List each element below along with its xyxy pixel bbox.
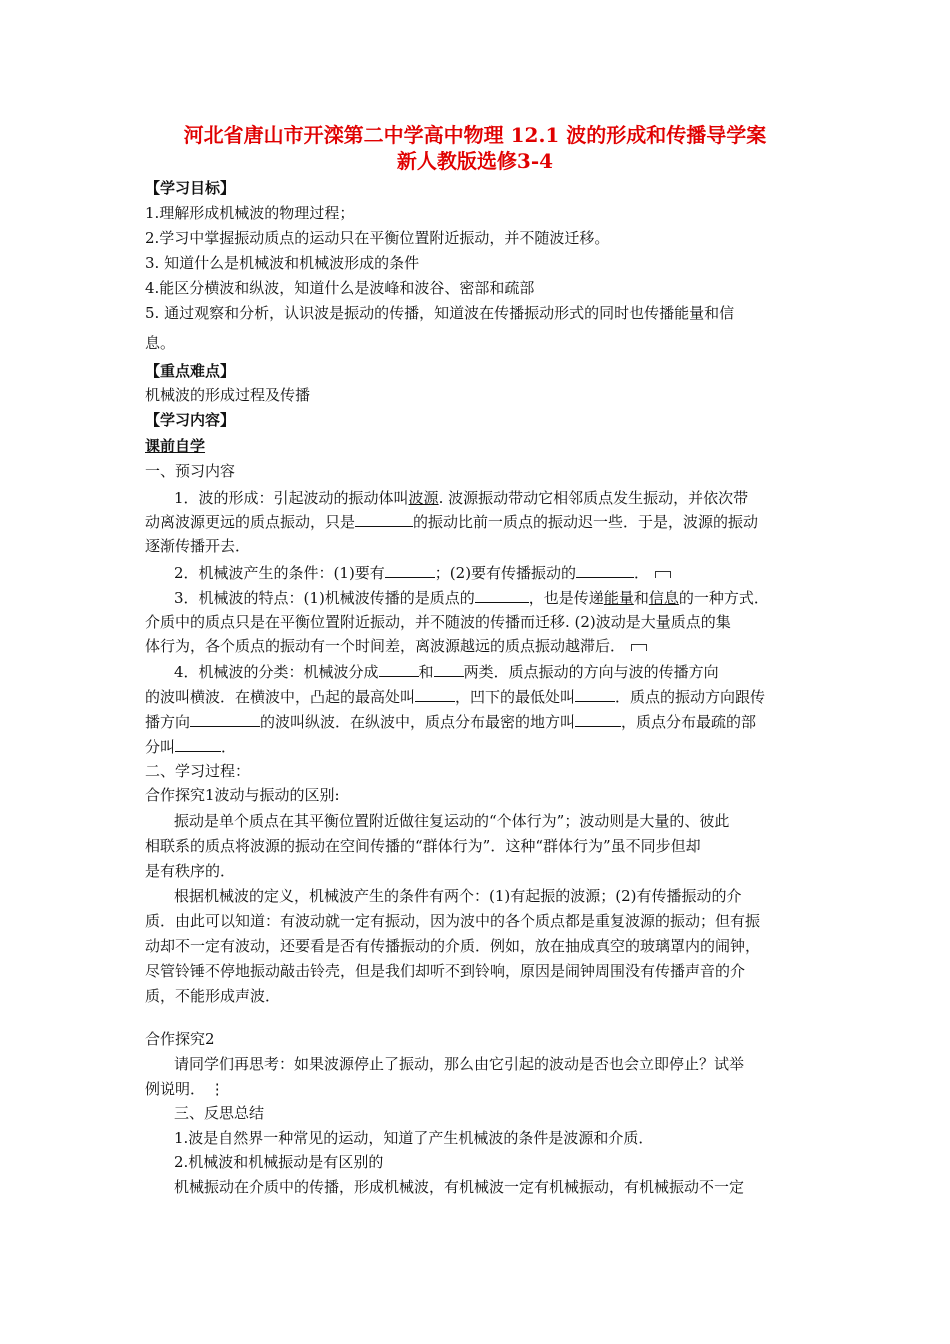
- process-heading: 二、学习过程：: [145, 762, 251, 780]
- underlined-term: 信息: [648, 589, 679, 607]
- paragraph-line: [145, 710, 756, 734]
- paragraph-line: 1.波是自然界一种常见的运动，知道了产生机械波的条件是波源和介质．: [174, 1129, 654, 1147]
- text: 的波叫纵波．在纵波中，质点分布最密的地方叫: [260, 713, 576, 731]
- paragraph-line: 例说明． ⋮: [145, 1080, 225, 1098]
- paragraph-features: [174, 586, 769, 610]
- text: 播方向: [145, 713, 191, 731]
- text: 4．机械波的分类：机械波分成: [174, 663, 379, 681]
- paragraph-line: [145, 510, 758, 534]
- paragraph-line: [145, 634, 647, 658]
- document-title-line-2: 新人教版选修3-4: [396, 149, 554, 173]
- fill-blank[interactable]: [575, 686, 615, 702]
- mark-icon: [631, 644, 647, 651]
- text: 分叫: [145, 738, 176, 756]
- paragraph-wave-formation: [174, 486, 748, 510]
- content-heading: 【学习内容】: [145, 411, 236, 429]
- text: 和: [633, 589, 649, 607]
- text: ．质点的振动方向跟传: [615, 688, 766, 706]
- fill-blank[interactable]: [576, 562, 634, 578]
- paragraph-line: 2.机械波和机械振动是有区别的: [174, 1153, 384, 1171]
- text: ．: [634, 564, 650, 582]
- fill-blank[interactable]: [415, 686, 455, 702]
- text: 3．机械波的特点：(1)机械波传播的是质点的: [174, 589, 475, 607]
- key-heading: 【重点难点】: [145, 362, 236, 380]
- coop1-heading: 合作探究1波动与振动的区别:: [145, 786, 340, 804]
- text: 的一种方式．: [678, 589, 769, 607]
- fill-blank[interactable]: [175, 736, 221, 752]
- goal-item: 息。: [145, 334, 176, 352]
- paragraph-line: 逐渐传播开去．: [145, 537, 251, 555]
- underlined-term: 波源: [408, 489, 439, 507]
- paragraph-classification: [174, 660, 719, 684]
- underlined-term: 能量: [603, 589, 634, 607]
- text: 两类．质点振动的方向与波的传播方向: [463, 663, 719, 681]
- text: ，也是传递: [528, 589, 604, 607]
- goal-item: 5. 通过观察和分析，认识波是振动的传播，知道波在传播振动形式的同时也传播能量和信: [145, 304, 735, 322]
- paragraph-line: 介质中的质点只是在平衡位置附近振动，并不随波的传播而迁移. (2)波动是大量质点的集: [145, 613, 731, 631]
- fill-blank[interactable]: [575, 711, 621, 727]
- paragraph-line: 是有秩序的．: [145, 862, 236, 880]
- reflect-heading: 三、反思总结: [174, 1104, 265, 1122]
- goal-item: 3. 知道什么是机械波和机械波形成的条件: [145, 254, 420, 272]
- text: 体行为，各个质点的振动有一个时间差，离波源越远的质点振动越滞后．: [145, 637, 626, 655]
- goal-item: 2.学习中掌握振动质点的运动只在平衡位置附近振动，并不随波迁移。: [145, 229, 610, 247]
- paragraph-line: 尽管铃锤不停地振动敲击铃壳，但是我们却听不到铃响，原因是闹钟周围没有传播声音的介: [145, 962, 746, 980]
- goal-item: 4.能区分横波和纵波，知道什么是波峰和波谷、密部和疏部: [145, 279, 535, 297]
- text: ；(2)要有传播振动的: [434, 564, 577, 582]
- paragraph-line: 根据机械波的定义，机械波产生的条件有两个：(1)有起振的波源；(2)有传播振动的介: [174, 887, 742, 905]
- text: . 波源振动带动它相邻质点发生振动，并依次带: [438, 489, 749, 507]
- paragraph-line: 相联系的质点将波源的振动在空间传播的“群体行为”．这种“群体行为”虽不同步但却: [145, 837, 701, 855]
- text: 动离波源更远的质点振动，只是: [145, 513, 356, 531]
- self-study-heading: 课前自学: [145, 437, 206, 455]
- fill-blank[interactable]: [385, 562, 435, 578]
- text: ，质点分布最疏的部: [621, 713, 757, 731]
- text: 1．波的形成：引起波动的振动体叫: [174, 489, 409, 507]
- paragraph-line: [145, 685, 765, 709]
- fill-blank[interactable]: [190, 711, 260, 727]
- fill-blank[interactable]: [475, 587, 529, 603]
- fill-blank[interactable]: [355, 511, 413, 527]
- coop2-heading: 合作探究2: [145, 1030, 215, 1048]
- paragraph-line: 质，不能形成声波．: [145, 987, 281, 1005]
- paragraph-line: 机械振动在介质中的传播，形成机械波，有机械波一定有机械振动，有机械振动不一定: [174, 1178, 745, 1196]
- text: 的波叫横波．在横波中，凸起的最高处叫: [145, 688, 416, 706]
- text: ．: [221, 738, 237, 756]
- paragraph-line: 质．由此可以知道：有波动就一定有振动，因为波中的各个质点都是重复波源的振动；但有振: [145, 912, 761, 930]
- document-title-line-1: 河北省唐山市开滦第二中学高中物理 12.1 波的形成和传播导学案: [183, 123, 767, 147]
- text: 和: [418, 663, 434, 681]
- text: 的振动比前一质点的振动迟一些．于是，波源的振动: [413, 513, 759, 531]
- key-text: 机械波的形成过程及传播: [145, 386, 311, 404]
- text: 2．机械波产生的条件：(1)要有: [174, 564, 385, 582]
- paragraph-line: [145, 735, 236, 759]
- paragraph-line: 动却不一定有波动，还要看是否有传播振动的介质．例如，放在抽成真空的玻璃罩内的闹钟，: [145, 937, 761, 955]
- fill-blank[interactable]: [379, 661, 419, 677]
- goal-item: 1.理解形成机械波的物理过程；: [145, 204, 355, 222]
- preview-heading: 一、预习内容: [145, 462, 236, 480]
- paragraph-conditions: [174, 561, 671, 585]
- mark-icon: [655, 571, 671, 578]
- paragraph-line: 请同学们再思考：如果波源停止了振动，那么由它引起的波动是否也会立即停止？试举: [174, 1055, 745, 1073]
- fill-blank[interactable]: [434, 661, 464, 677]
- text: ，凹下的最低处叫: [455, 688, 576, 706]
- paragraph-line: 振动是单个质点在其平衡位置附近做往复运动的“个体行为”；波动则是大量的、彼此: [174, 812, 730, 830]
- goals-heading: 【学习目标】: [145, 179, 236, 197]
